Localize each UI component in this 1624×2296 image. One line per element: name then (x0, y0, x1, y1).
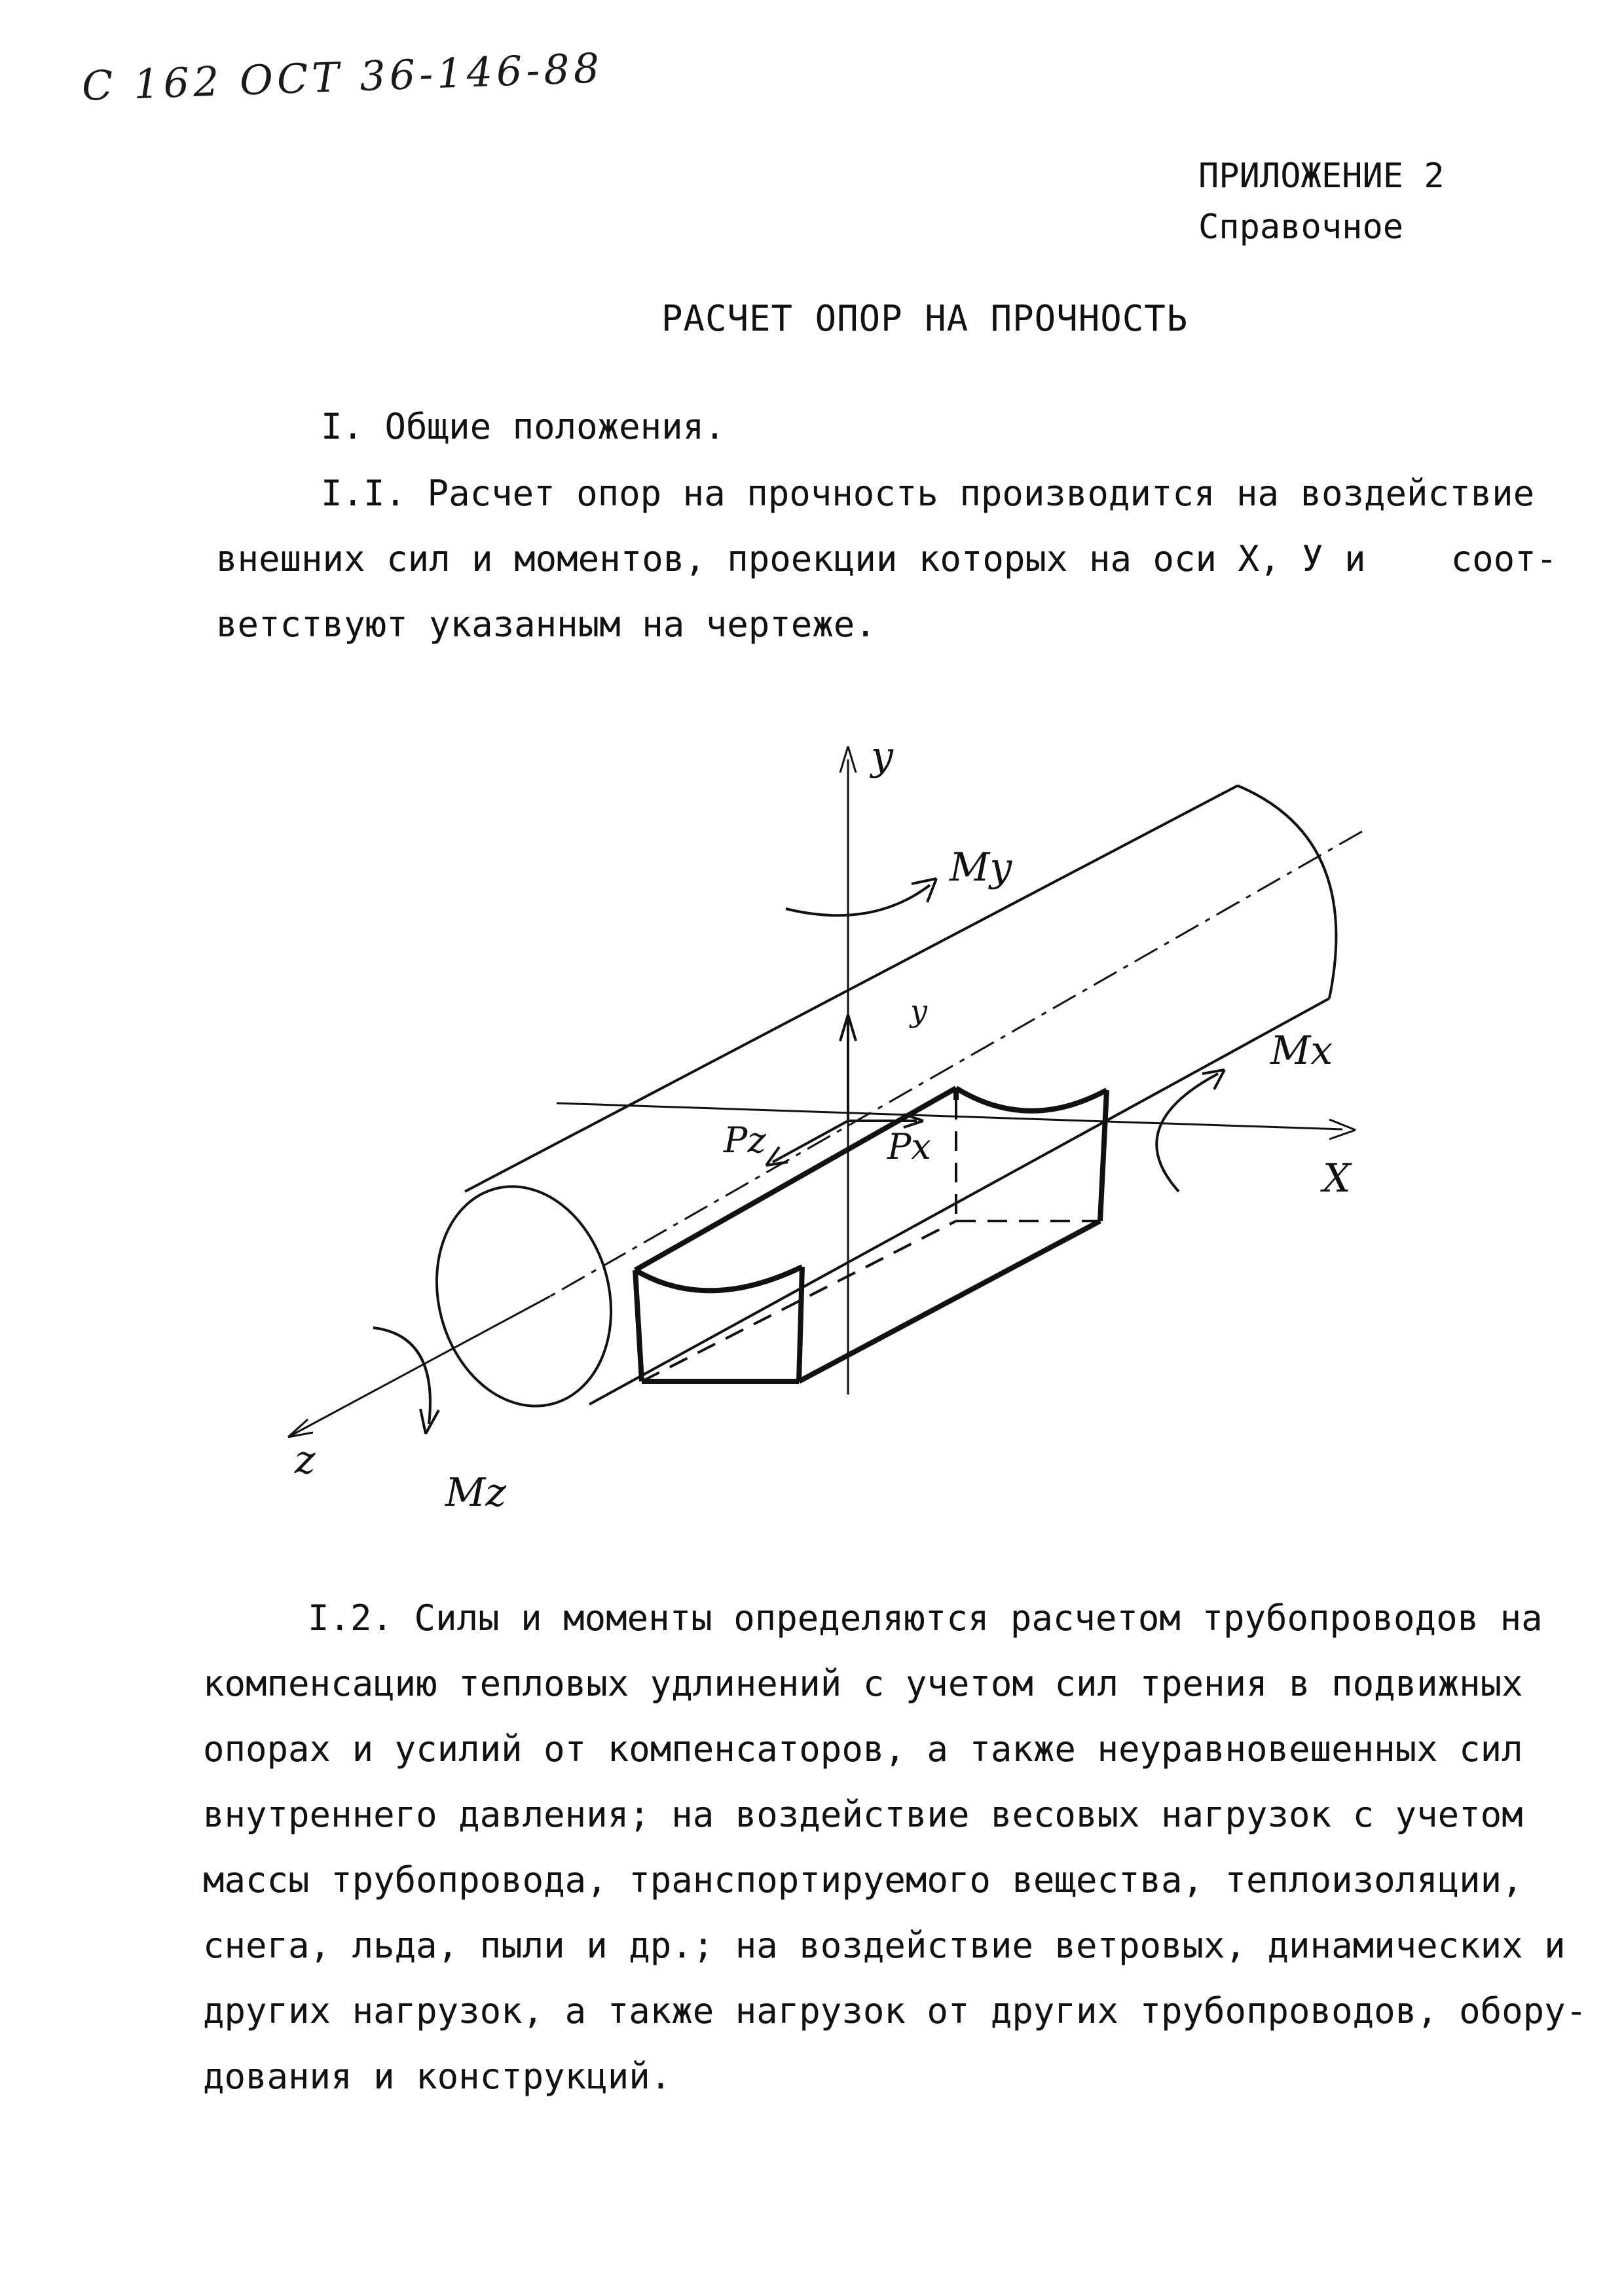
pipe-top-edge (465, 786, 1238, 1192)
paragraph-2-line-8: дования и конструкций. (203, 2056, 672, 2097)
paragraph-2-line-4: внутреннего давления; на воздействие весовых нагрузок с учетом (203, 1794, 1523, 1835)
paragraph-2-line-6: снега, льда, пыли и др.; на воздействие ветровых, динамических и (203, 1925, 1566, 1966)
moment-y-arrow (786, 885, 930, 915)
support-saddle (635, 1088, 1107, 1381)
section-heading: I. Общие положения. (321, 406, 726, 447)
pipe-far-end (1238, 786, 1336, 998)
force-y-label: y (910, 993, 927, 1029)
page-title: РАСЧЕТ ОПОР НА ПРОЧНОСТЬ (661, 298, 1189, 339)
appendix-label: ПРИЛОЖЕНИЕ 2 (1198, 156, 1445, 196)
force-z-label: Pz (724, 1120, 766, 1161)
pipe-axis (550, 831, 1362, 1296)
paragraph-2-line-5: массы трубопровода, транспортируемого вещества, теплоизоляции, (203, 1859, 1523, 1901)
paragraph-1-line-3: ветствуют указанным на чертеже. (216, 604, 876, 645)
support-diagram (249, 733, 1395, 1541)
moment-x-arrow (1156, 1074, 1218, 1192)
z-axis (288, 1296, 550, 1437)
axis-z-label: z (295, 1437, 316, 1483)
paragraph-2-line-3: опорах и усилий от компенсаторов, а также неуравновешенных сил (203, 1728, 1523, 1770)
paragraph-1-line-1: I.I. Расчет опор на прочность производится на воздействие (321, 473, 1535, 514)
paragraph-1-line-2: внешних сил и моментов, проекции которых на оси X, У и соот- (216, 538, 1558, 579)
moment-x-label: Mx (1270, 1028, 1333, 1074)
force-x-label: Px (887, 1126, 931, 1167)
axis-x-label: X (1323, 1156, 1351, 1201)
paragraph-2-line-1: I.2. Силы и моменты определяются расчетом трубопроводов на (308, 1597, 1543, 1639)
appendix-type: Справочное (1198, 208, 1404, 247)
pipe-bottom-edge (589, 998, 1329, 1404)
paragraph-2-line-7: других нагрузок, а также нагрузок от других трубопроводов, обору- (203, 1990, 1587, 2032)
appendix-block (1198, 151, 1445, 253)
moment-z-label: Mz (445, 1470, 507, 1516)
pipe-near-end (413, 1167, 635, 1426)
x-axis (557, 1103, 1342, 1129)
handwritten-code: С 162 ОСТ 36-146-88 (81, 44, 604, 110)
axis-y-label: y (871, 733, 893, 779)
moment-y-label: My (950, 845, 1012, 890)
paragraph-2-line-2: компенсацию тепловых удлинений с учетом сил трения в подвижных (203, 1663, 1523, 1704)
